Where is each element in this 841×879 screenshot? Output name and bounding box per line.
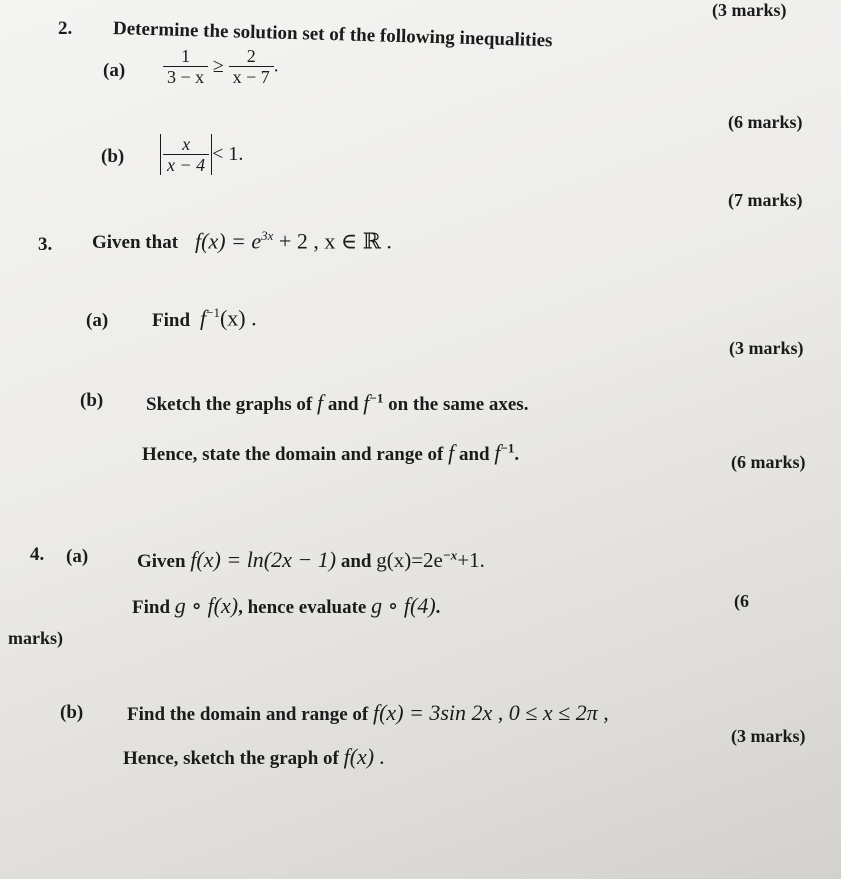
q4b-find: Find the domain and range of f(x) = 3sin 2x , 0 ≤ x ≤ 2π ,	[127, 700, 609, 725]
q4a-marks-2: marks)	[8, 628, 63, 648]
q2b-inequality: $\frac{x}{x - 4}$ < 1.	[160, 134, 243, 175]
q4a-marks-1: (6	[734, 591, 749, 611]
q4a-given: Given f(x) = ln(2x − 1) and $g(x)=2e^{-x}+1$.	[137, 547, 485, 572]
q3b-label: (b)	[80, 390, 104, 411]
q2a-inequality: $\frac{1}{3 - x}$ ≥ $\frac{2}{x - 7}$ .	[163, 46, 279, 87]
q4b-hence: Hence, sketch the graph of f(x) .	[123, 744, 386, 769]
q2b-marks: (7 marks)	[728, 190, 803, 210]
q4b-label: (b)	[60, 702, 84, 723]
q3-number: 3.	[38, 234, 53, 255]
q3b-sketch: Sketch the graphs of f and $f^{-1}$ on the same axes.	[146, 390, 529, 415]
q2-stem: Determine the solution set of the following inequalities	[112, 18, 553, 52]
q3a-label: (a)	[86, 310, 109, 331]
q3-stem: Given that	[92, 232, 179, 253]
q3b-hence: Hence, state the domain and range of f and $f^{-1}$.	[142, 440, 520, 465]
q2b-label: (b)	[101, 146, 125, 167]
q3a-find: Find	[152, 310, 191, 331]
q2-number: 2.	[58, 18, 73, 39]
q2a-label: (a)	[103, 60, 126, 81]
q4a-find: Find g ∘ f(x), hence evaluate g ∘ f(4).	[132, 593, 441, 618]
q3b-marks: (6 marks)	[731, 452, 806, 472]
top-marks: (3 marks)	[712, 0, 787, 20]
q3a-inverse: $f^{-1}(x)$ .	[200, 305, 257, 331]
q3-function: $f(x) = e^{3x} + 2$ , x ∈ ℝ .	[195, 228, 392, 254]
q2a-marks: (6 marks)	[728, 112, 803, 132]
q4-number: 4.	[30, 544, 45, 565]
q4a-label: (a)	[66, 546, 89, 567]
q4b-marks: (3 marks)	[731, 726, 806, 746]
q3a-marks: (3 marks)	[729, 338, 804, 358]
